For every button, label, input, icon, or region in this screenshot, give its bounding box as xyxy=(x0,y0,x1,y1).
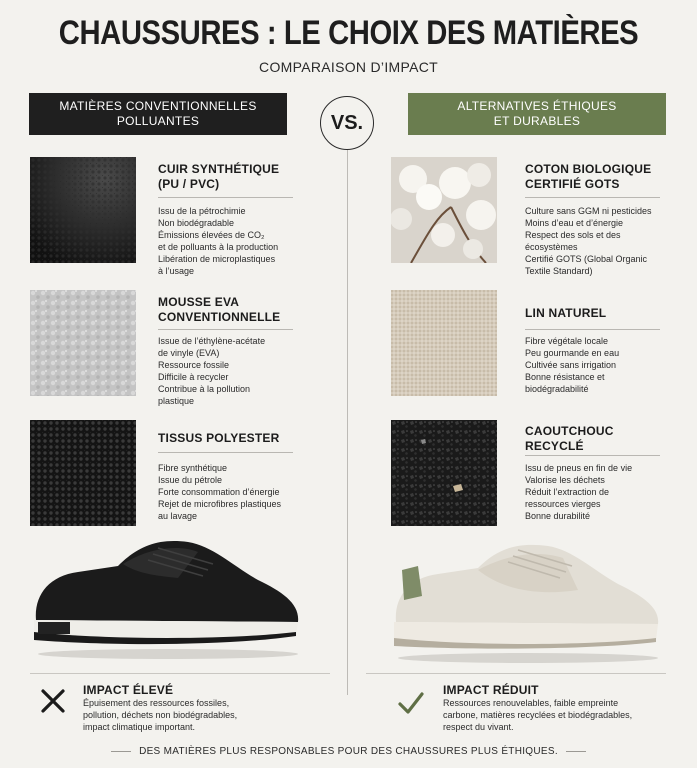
center-divider xyxy=(347,150,348,695)
low-impact-description xyxy=(443,697,673,733)
title-line: (PU / PVC) xyxy=(158,177,220,191)
title-line: MOUSSE EVA xyxy=(158,295,240,309)
list-item: Issu de la pétrochimie xyxy=(158,206,246,216)
vs-badge: VS. xyxy=(320,96,374,150)
description-line: carbone, matières recyclées et biodégradables, xyxy=(443,710,633,720)
conventional-header-line2: POLLUANTES xyxy=(116,114,200,128)
description-line: pollution, déchets non biodégradables, xyxy=(83,710,238,720)
conventional-header-line1: MATIÈRES CONVENTIONNELLES xyxy=(59,99,257,113)
list-item: Fibre synthétique xyxy=(158,463,228,473)
list-item: Textile Standard) xyxy=(525,266,593,276)
list-item: au lavage xyxy=(158,511,198,521)
list-item: Issue de l’éthylène-acétate xyxy=(158,336,266,346)
title-line: RECYCLÉ xyxy=(525,439,584,453)
list-item: Difficile à recycler xyxy=(158,372,229,382)
linen-swatch xyxy=(391,290,497,396)
synthetic-leather-title xyxy=(158,162,308,192)
footer-text: DES MATIÈRES PLUS RESPONSABLES POUR DES CHAUSSURES PLUS ÉTHIQUES. xyxy=(139,745,558,757)
list-item: Contribue à la pollution xyxy=(158,384,251,394)
list-item: Cultivée sans irrigation xyxy=(525,360,617,370)
list-item: et de polluants à la production xyxy=(158,242,279,252)
title-line: CAOUTCHOUC xyxy=(525,424,614,438)
organic-cotton-swatch xyxy=(391,157,497,263)
list-item: Fibre végétale locale xyxy=(525,336,609,346)
sustainable-sneaker-image xyxy=(388,540,663,670)
high-impact-title: IMPACT ÉLEVÉ xyxy=(83,683,174,697)
description-line: Ressources renouvelables, faible empreinte xyxy=(443,698,619,708)
checkmark-icon xyxy=(397,690,425,721)
page-title: CHAUSSURES : LE CHOIX DES MATIÈRES xyxy=(58,14,639,52)
list-item: biodégradabilité xyxy=(525,384,589,394)
list-item: Respect des sols et des xyxy=(525,230,621,240)
description-line: Épuisement des ressources fossiles, xyxy=(83,698,230,708)
recycled-rubber-list xyxy=(525,462,670,522)
linen-list xyxy=(525,335,670,395)
list-item: à l’usage xyxy=(158,266,195,276)
list-item: Culture sans GGM ni pesticides xyxy=(525,206,652,216)
conventional-header xyxy=(29,93,287,135)
list-item: Bonne résistance et xyxy=(525,372,605,382)
high-impact-description xyxy=(83,697,313,733)
polyester-swatch xyxy=(30,420,136,526)
footer xyxy=(0,744,697,758)
list-item: Libération de microplastiques xyxy=(158,254,276,264)
section-rule xyxy=(158,197,293,198)
eva-foam-list xyxy=(158,335,303,407)
list-item: Issue du pétrole xyxy=(158,475,223,485)
description-line: respect du vivant. xyxy=(443,722,514,732)
list-item: Ressource fossile xyxy=(158,360,230,370)
conventional-sneaker-image xyxy=(28,536,303,666)
footer-rule-right xyxy=(566,751,586,752)
section-rule xyxy=(158,329,293,330)
list-item: Non biodégradable xyxy=(158,218,235,228)
alternatives-header-line2: ET DURABLES xyxy=(493,114,581,128)
title-line: CERTIFIÉ GOTS xyxy=(525,177,620,191)
eva-foam-title xyxy=(158,295,308,325)
title-line: LIN NATUREL xyxy=(525,306,607,320)
title-line: CONVENTIONNELLE xyxy=(158,310,281,324)
list-item: Issu de pneus en fin de vie xyxy=(525,463,633,473)
recycled-rubber-swatch xyxy=(391,420,497,526)
polyester-list xyxy=(158,462,303,522)
list-item: Moins d’eau et d’énergie xyxy=(525,218,624,228)
synthetic-leather-list xyxy=(158,205,303,277)
list-item: Réduit l’extraction de xyxy=(525,487,610,497)
alternatives-header xyxy=(408,93,666,135)
synthetic-leather-swatch xyxy=(30,157,136,263)
list-item: Forte consommation d’énergie xyxy=(158,487,280,497)
low-impact-title: IMPACT RÉDUIT xyxy=(443,683,539,697)
impact-divider-right xyxy=(366,673,666,674)
organic-cotton-title xyxy=(525,162,675,192)
list-item: Peu gourmande en eau xyxy=(525,348,620,358)
organic-cotton-list xyxy=(525,205,670,277)
title-line: CUIR SYNTHÉTIQUE xyxy=(158,162,280,176)
eva-foam-swatch xyxy=(30,290,136,396)
linen-title xyxy=(525,306,675,321)
list-item: Émissions élevées de CO₂ xyxy=(158,230,265,240)
list-item: Valorise les déchets xyxy=(525,475,605,485)
section-rule xyxy=(158,452,293,453)
title-line: TISSUS POLYESTER xyxy=(158,431,280,445)
section-rule xyxy=(525,329,660,330)
list-item: plastique xyxy=(158,396,195,406)
title-line: COTON BIOLOGIQUE xyxy=(525,162,652,176)
list-item: Bonne durabilité xyxy=(525,511,591,521)
list-item: écosystèmes xyxy=(525,242,578,252)
description-line: impact climatique important. xyxy=(83,722,196,732)
impact-divider-left xyxy=(30,673,330,674)
footer-rule-left xyxy=(111,751,131,752)
page-subtitle: COMPARAISON D’IMPACT xyxy=(259,59,438,75)
cross-icon xyxy=(40,688,66,719)
list-item: ressources vierges xyxy=(525,499,601,509)
list-item: Rejet de microfibres plastiques xyxy=(158,499,282,509)
recycled-rubber-title xyxy=(525,424,675,454)
list-item: Certifié GOTS (Global Organic xyxy=(525,254,648,264)
list-item: de vinyle (EVA) xyxy=(158,348,220,358)
polyester-title xyxy=(158,431,308,446)
section-rule xyxy=(525,455,660,456)
section-rule xyxy=(525,197,660,198)
alternatives-header-line1: ALTERNATIVES ÉTHIQUES xyxy=(457,99,617,113)
